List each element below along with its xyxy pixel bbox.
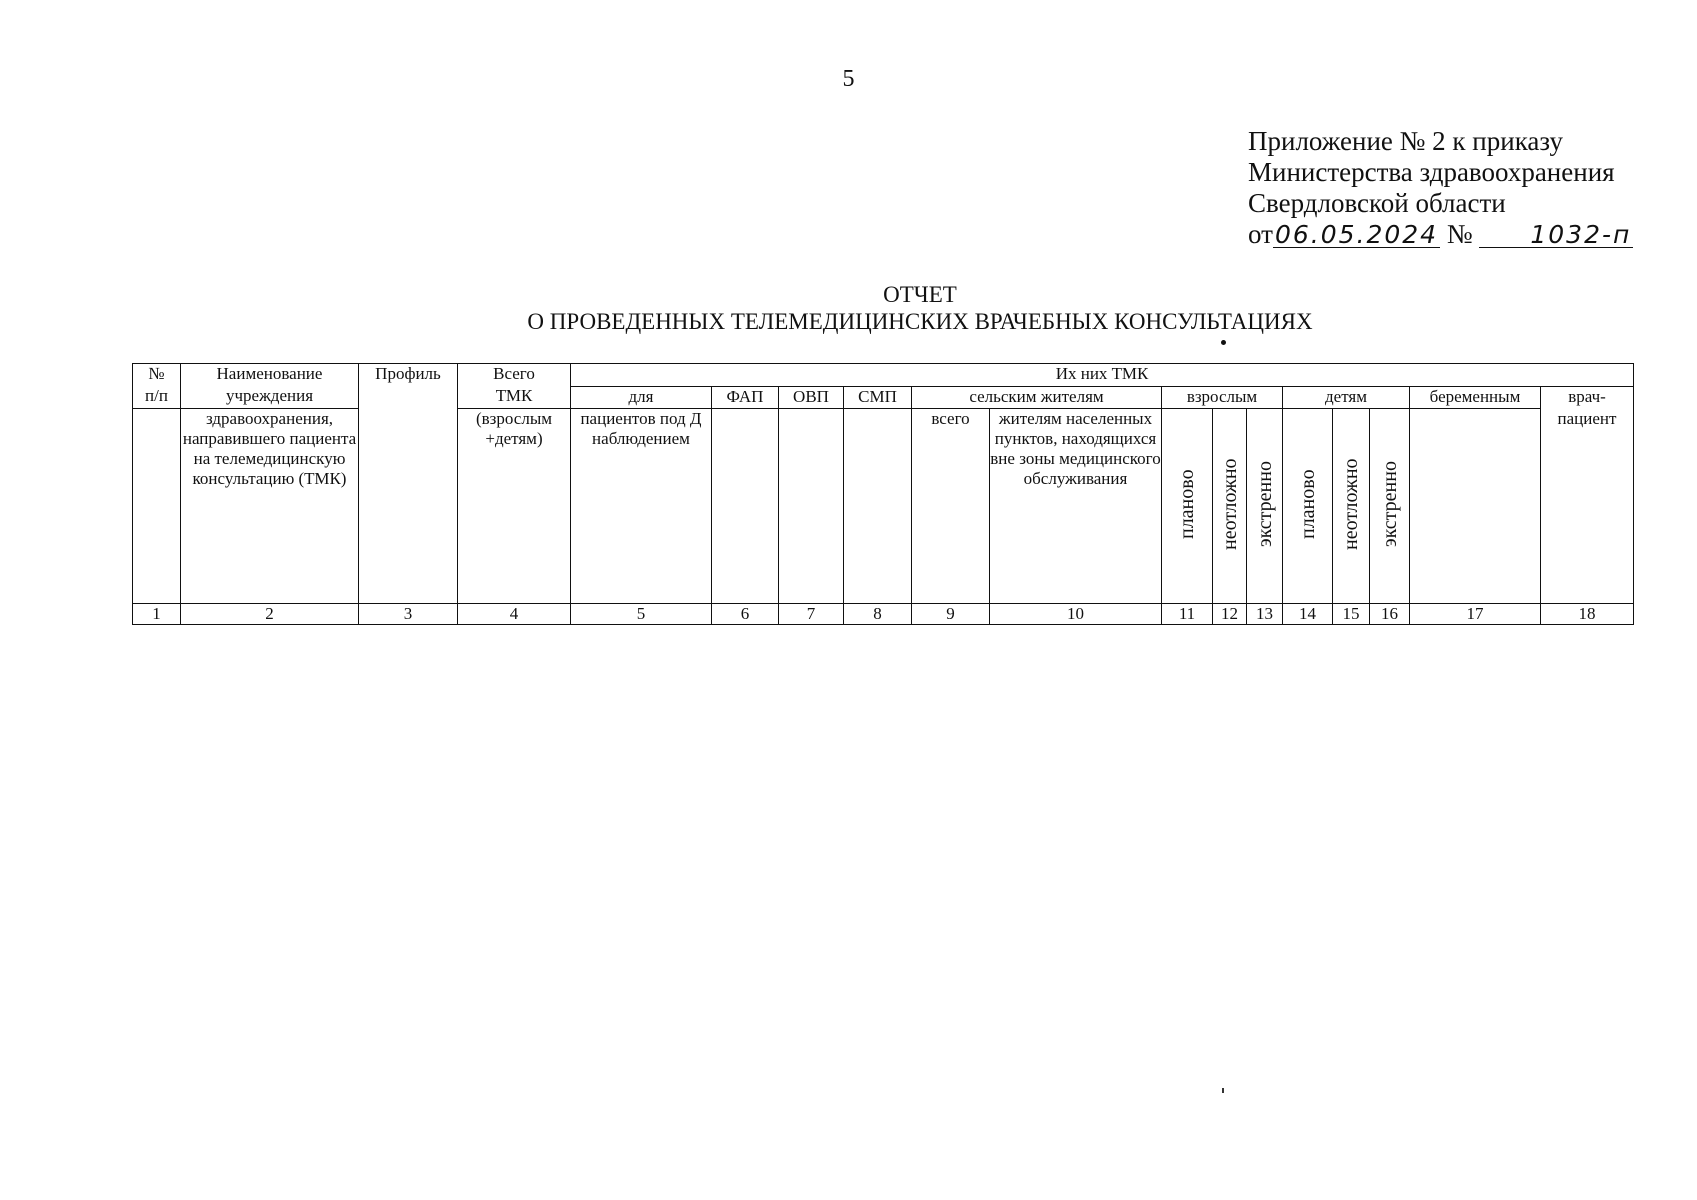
column-number-5: 5 — [571, 604, 712, 625]
header-total-top: Всего — [458, 364, 571, 387]
column-number-4: 4 — [458, 604, 571, 625]
header-total-mid: ТМК — [458, 386, 571, 409]
header-doctor-body: пациент — [1541, 409, 1634, 604]
column-number-10: 10 — [990, 604, 1162, 625]
handwritten-date: 06.05.2024 — [1274, 220, 1439, 249]
header-num-top: № — [133, 364, 181, 387]
header-name-mid: учреждения — [181, 386, 359, 409]
column-number-11: 11 — [1162, 604, 1213, 625]
column-number-12: 12 — [1213, 604, 1247, 625]
column-number-13: 13 — [1247, 604, 1283, 625]
header-adults-urgent — [1213, 409, 1247, 604]
column-number-15: 15 — [1333, 604, 1370, 625]
children-emergency-label: экстренно — [1378, 461, 1401, 547]
header-children-urgent — [1333, 409, 1370, 604]
number-sign: № — [1446, 219, 1473, 249]
header-rural-total: всего — [912, 409, 990, 604]
header-adults-planned — [1162, 409, 1213, 604]
column-number-2: 2 — [181, 604, 359, 625]
handwritten-number: 1032-п — [1479, 223, 1633, 248]
report-table — [132, 363, 1634, 625]
page-number: 5 — [842, 66, 855, 92]
appendix-line-2: Министерства здравоохранения — [1248, 157, 1615, 187]
header-rural-remote: жителям населенных пунктов, находящихся вне зоны медицинского обслуживания — [990, 409, 1162, 604]
column-number-6: 6 — [712, 604, 779, 625]
column-number-18: 18 — [1541, 604, 1634, 625]
header-adults-emergency — [1247, 409, 1283, 604]
column-number-1: 1 — [133, 604, 181, 625]
header-smp: СМП — [844, 386, 912, 409]
stray-dot — [1221, 340, 1226, 345]
column-number-17: 17 — [1410, 604, 1541, 625]
column-number-16: 16 — [1370, 604, 1410, 625]
stray-mark — [1222, 1088, 1224, 1093]
header-name-body: здравоохранения, направившего пациента на телемедицинскую консультацию (ТМК) — [181, 409, 359, 604]
column-number-3: 3 — [359, 604, 458, 625]
header-fap: ФАП — [712, 386, 779, 409]
header-rural: сельским жителям — [912, 386, 1162, 409]
header-children-planned — [1283, 409, 1333, 604]
header-adults: взрослым — [1162, 386, 1283, 409]
appendix-line-1: Приложение № 2 к приказу — [1248, 126, 1563, 156]
header-pregnant: беременным — [1410, 386, 1541, 409]
column-number-9: 9 — [912, 604, 990, 625]
header-doctor-top: врач- — [1541, 386, 1634, 409]
appendix-line-3: Свердловской области — [1248, 188, 1506, 218]
appendix-line-4 — [1248, 219, 1633, 250]
header-children-emergency — [1370, 409, 1410, 604]
header-dispensary-body: пациентов под Д наблюдением — [571, 409, 712, 604]
header-total-body: (взрослым +детям) — [458, 409, 571, 604]
adults-urgent-label: неотложно — [1218, 458, 1241, 550]
adults-planned-label: планово — [1176, 469, 1198, 539]
header-profile: Профиль — [359, 364, 458, 604]
column-number-14: 14 — [1283, 604, 1333, 625]
header-ovp-body — [779, 409, 844, 604]
header-pregnant-body — [1410, 409, 1541, 604]
header-dispensary-top: для — [571, 386, 712, 409]
column-number-8: 8 — [844, 604, 912, 625]
children-planned-label: планово — [1296, 469, 1319, 539]
children-urgent-label: неотложно — [1340, 458, 1362, 550]
header-smp-body — [844, 409, 912, 604]
header-fap-body — [712, 409, 779, 604]
header-children: детям — [1283, 386, 1410, 409]
header-num-body — [133, 409, 181, 604]
header-name-top: Наименование — [181, 364, 359, 387]
header-ovp: ОВП — [779, 386, 844, 409]
header-group: Их них ТМК — [571, 364, 1634, 387]
adults-emergency-label: экстренно — [1253, 461, 1276, 547]
report-title: ОТЧЕТ — [883, 282, 957, 307]
appendix-block — [1248, 126, 1633, 250]
from-prefix: от — [1248, 219, 1273, 249]
header-num-bottom: п/п — [133, 386, 181, 409]
column-number-7: 7 — [779, 604, 844, 625]
report-subtitle: О ПРОВЕДЕННЫХ ТЕЛЕМЕДИЦИНСКИХ ВРАЧЕБНЫХ КОНСУЛЬТАЦИЯХ — [527, 309, 1313, 334]
